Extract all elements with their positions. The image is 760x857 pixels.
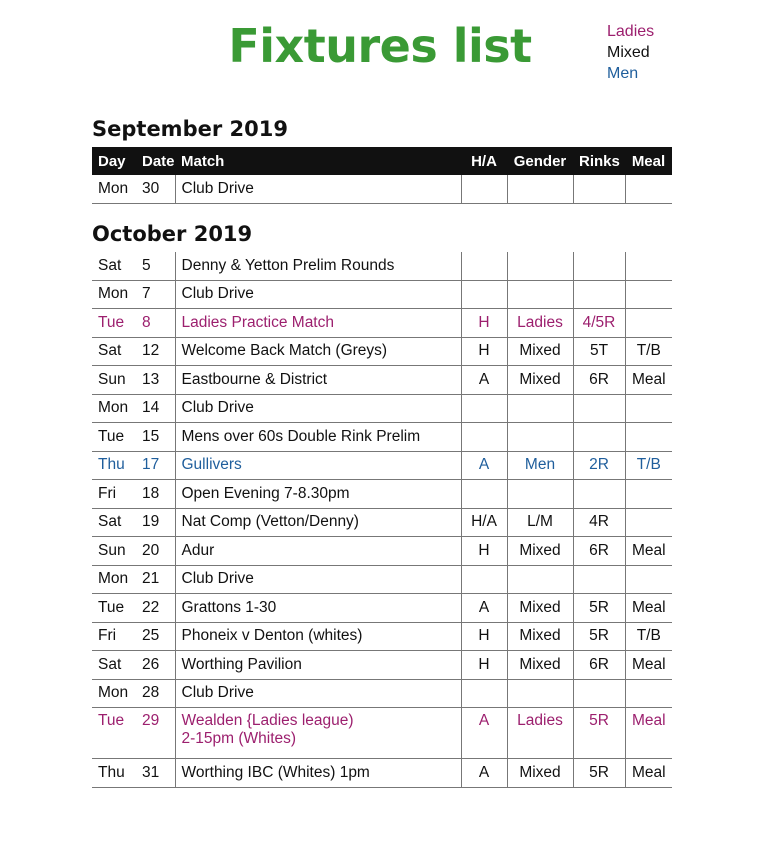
- cell-match: Denny & Yetton Prelim Rounds: [175, 252, 461, 280]
- cell-rinks: 5R: [573, 622, 625, 651]
- cell-date: 18: [136, 480, 175, 509]
- cell-ha: H: [461, 309, 507, 338]
- cell-match: Eastbourne & District: [175, 366, 461, 395]
- table-row: [92, 252, 672, 280]
- cell-meal: [625, 394, 672, 423]
- fixtures-table-october: [92, 252, 672, 788]
- cell-rinks: 5T: [573, 337, 625, 366]
- cell-date: 25: [136, 622, 175, 651]
- cell-date: 20: [136, 537, 175, 566]
- table-row: [92, 708, 672, 759]
- cell-match: Open Evening 7-8.30pm: [175, 480, 461, 509]
- cell-rinks: [573, 252, 625, 280]
- cell-meal: Meal: [625, 594, 672, 623]
- cell-meal: [625, 565, 672, 594]
- table-row: [92, 537, 672, 566]
- cell-ha: [461, 252, 507, 280]
- cell-day: Mon: [92, 175, 136, 203]
- cell-rinks: [573, 394, 625, 423]
- cell-gender: Mixed: [507, 594, 573, 623]
- legend-ladies: Ladies: [607, 23, 655, 40]
- cell-date: 30: [136, 175, 175, 203]
- cell-day: Sat: [92, 252, 136, 280]
- table-row: [92, 394, 672, 423]
- cell-ha: [461, 280, 507, 309]
- cell-day: Mon: [92, 280, 136, 309]
- cell-date: 28: [136, 679, 175, 708]
- cell-date: 8: [136, 309, 175, 338]
- cell-rinks: 5R: [573, 759, 625, 788]
- cell-match: Worthing Pavilion: [175, 651, 461, 680]
- column-header-rinks: Rinks: [573, 147, 625, 175]
- cell-ha: A: [461, 759, 507, 788]
- cell-match: Gullivers: [175, 451, 461, 480]
- cell-date: 14: [136, 394, 175, 423]
- cell-gender: [507, 280, 573, 309]
- column-header-date: Date: [136, 147, 175, 175]
- cell-meal: Meal: [625, 366, 672, 395]
- cell-gender: [507, 394, 573, 423]
- section-heading-october: October 2019: [92, 222, 253, 246]
- cell-gender: [507, 252, 573, 280]
- cell-day: Fri: [92, 622, 136, 651]
- cell-ha: [461, 565, 507, 594]
- cell-ha: H/A: [461, 508, 507, 537]
- cell-day: Mon: [92, 565, 136, 594]
- cell-meal: [625, 480, 672, 509]
- table-row: [92, 565, 672, 594]
- cell-gender: Ladies: [507, 309, 573, 338]
- cell-ha: [461, 480, 507, 509]
- cell-day: Mon: [92, 679, 136, 708]
- cell-ha: [461, 423, 507, 452]
- fixtures-table-september: [92, 147, 672, 204]
- cell-day: Sat: [92, 651, 136, 680]
- cell-day: Fri: [92, 480, 136, 509]
- column-header-gender: Gender: [507, 147, 573, 175]
- cell-ha: H: [461, 622, 507, 651]
- table-row: [92, 309, 672, 338]
- column-header-meal: Meal: [625, 147, 672, 175]
- cell-day: Sun: [92, 537, 136, 566]
- cell-meal: Meal: [625, 708, 672, 759]
- cell-rinks: [573, 480, 625, 509]
- table-row: [92, 280, 672, 309]
- cell-date: 29: [136, 708, 175, 759]
- cell-gender: [507, 565, 573, 594]
- cell-gender: L/M: [507, 508, 573, 537]
- cell-date: 12: [136, 337, 175, 366]
- cell-meal: [625, 309, 672, 338]
- cell-date: 5: [136, 252, 175, 280]
- table-row: [92, 651, 672, 680]
- cell-ha: A: [461, 366, 507, 395]
- cell-day: Mon: [92, 394, 136, 423]
- cell-match: Club Drive: [175, 394, 461, 423]
- table-row: [92, 594, 672, 623]
- cell-day: Tue: [92, 708, 136, 759]
- cell-day: Tue: [92, 423, 136, 452]
- cell-gender: Mixed: [507, 759, 573, 788]
- page-title: Fixtures list: [228, 19, 532, 73]
- cell-date: 13: [136, 366, 175, 395]
- cell-rinks: [573, 175, 625, 203]
- cell-meal: Meal: [625, 651, 672, 680]
- cell-rinks: 5R: [573, 594, 625, 623]
- cell-ha: [461, 175, 507, 203]
- cell-meal: [625, 175, 672, 203]
- cell-rinks: 6R: [573, 537, 625, 566]
- cell-gender: Mixed: [507, 537, 573, 566]
- table-row: [92, 480, 672, 509]
- cell-match: Nat Comp (Vetton/Denny): [175, 508, 461, 537]
- cell-gender: [507, 423, 573, 452]
- cell-meal: [625, 252, 672, 280]
- cell-date: 7: [136, 280, 175, 309]
- table-row: [92, 337, 672, 366]
- cell-match: Ladies Practice Match: [175, 309, 461, 338]
- cell-ha: [461, 679, 507, 708]
- cell-meal: Meal: [625, 537, 672, 566]
- cell-rinks: [573, 280, 625, 309]
- section-heading-september: September 2019: [92, 117, 288, 141]
- cell-day: Tue: [92, 594, 136, 623]
- cell-match: Worthing IBC (Whites) 1pm: [175, 759, 461, 788]
- cell-gender: [507, 480, 573, 509]
- cell-date: 15: [136, 423, 175, 452]
- cell-date: 22: [136, 594, 175, 623]
- cell-rinks: 2R: [573, 451, 625, 480]
- cell-date: 31: [136, 759, 175, 788]
- cell-rinks: [573, 565, 625, 594]
- cell-rinks: 5R: [573, 708, 625, 759]
- cell-day: Sun: [92, 366, 136, 395]
- cell-meal: [625, 280, 672, 309]
- cell-match: Mens over 60s Double Rink Prelim: [175, 423, 461, 452]
- cell-match: Club Drive: [175, 679, 461, 708]
- cell-day: Sat: [92, 508, 136, 537]
- cell-meal: [625, 679, 672, 708]
- cell-ha: H: [461, 537, 507, 566]
- cell-meal: [625, 508, 672, 537]
- cell-date: 19: [136, 508, 175, 537]
- legend-men: Men: [607, 65, 639, 82]
- cell-ha: H: [461, 651, 507, 680]
- table-row: [92, 508, 672, 537]
- table-row: [92, 366, 672, 395]
- cell-rinks: 6R: [573, 651, 625, 680]
- column-header-ha: H/A: [461, 147, 507, 175]
- cell-meal: T/B: [625, 337, 672, 366]
- cell-match: Club Drive: [175, 175, 461, 203]
- cell-rinks: 4/5R: [573, 309, 625, 338]
- cell-date: 17: [136, 451, 175, 480]
- table-row: [92, 759, 672, 788]
- cell-day: Thu: [92, 451, 136, 480]
- cell-gender: Men: [507, 451, 573, 480]
- cell-gender: Mixed: [507, 651, 573, 680]
- cell-gender: Ladies: [507, 708, 573, 759]
- cell-match: [175, 708, 461, 759]
- match-line-1: Wealden {Ladies league): [181, 712, 354, 729]
- column-header-match: Match: [175, 147, 461, 175]
- cell-gender: [507, 679, 573, 708]
- cell-match: Welcome Back Match (Greys): [175, 337, 461, 366]
- cell-gender: Mixed: [507, 622, 573, 651]
- table-row: [92, 622, 672, 651]
- table-row: [92, 423, 672, 452]
- table-header-row: [92, 147, 672, 175]
- cell-meal: T/B: [625, 451, 672, 480]
- cell-rinks: [573, 679, 625, 708]
- cell-match: Phoneix v Denton (whites): [175, 622, 461, 651]
- table-row: [92, 175, 672, 203]
- cell-ha: A: [461, 451, 507, 480]
- cell-match: Club Drive: [175, 565, 461, 594]
- cell-gender: Mixed: [507, 337, 573, 366]
- cell-rinks: 4R: [573, 508, 625, 537]
- gender-legend: [607, 21, 654, 84]
- table-row: [92, 679, 672, 708]
- cell-day: Thu: [92, 759, 136, 788]
- column-header-day: Day: [92, 147, 136, 175]
- cell-ha: A: [461, 594, 507, 623]
- match-line-2: 2-15pm (Whites): [181, 730, 297, 747]
- cell-ha: [461, 394, 507, 423]
- cell-gender: [507, 175, 573, 203]
- cell-meal: [625, 423, 672, 452]
- legend-mixed: Mixed: [607, 44, 650, 61]
- cell-ha: H: [461, 337, 507, 366]
- cell-day: Sat: [92, 337, 136, 366]
- cell-date: 21: [136, 565, 175, 594]
- cell-gender: Mixed: [507, 366, 573, 395]
- cell-match: Club Drive: [175, 280, 461, 309]
- cell-day: Tue: [92, 309, 136, 338]
- cell-rinks: 6R: [573, 366, 625, 395]
- cell-rinks: [573, 423, 625, 452]
- table-row: [92, 451, 672, 480]
- cell-match: Grattons 1-30: [175, 594, 461, 623]
- cell-ha: A: [461, 708, 507, 759]
- cell-match: Adur: [175, 537, 461, 566]
- cell-date: 26: [136, 651, 175, 680]
- cell-meal: Meal: [625, 759, 672, 788]
- cell-meal: T/B: [625, 622, 672, 651]
